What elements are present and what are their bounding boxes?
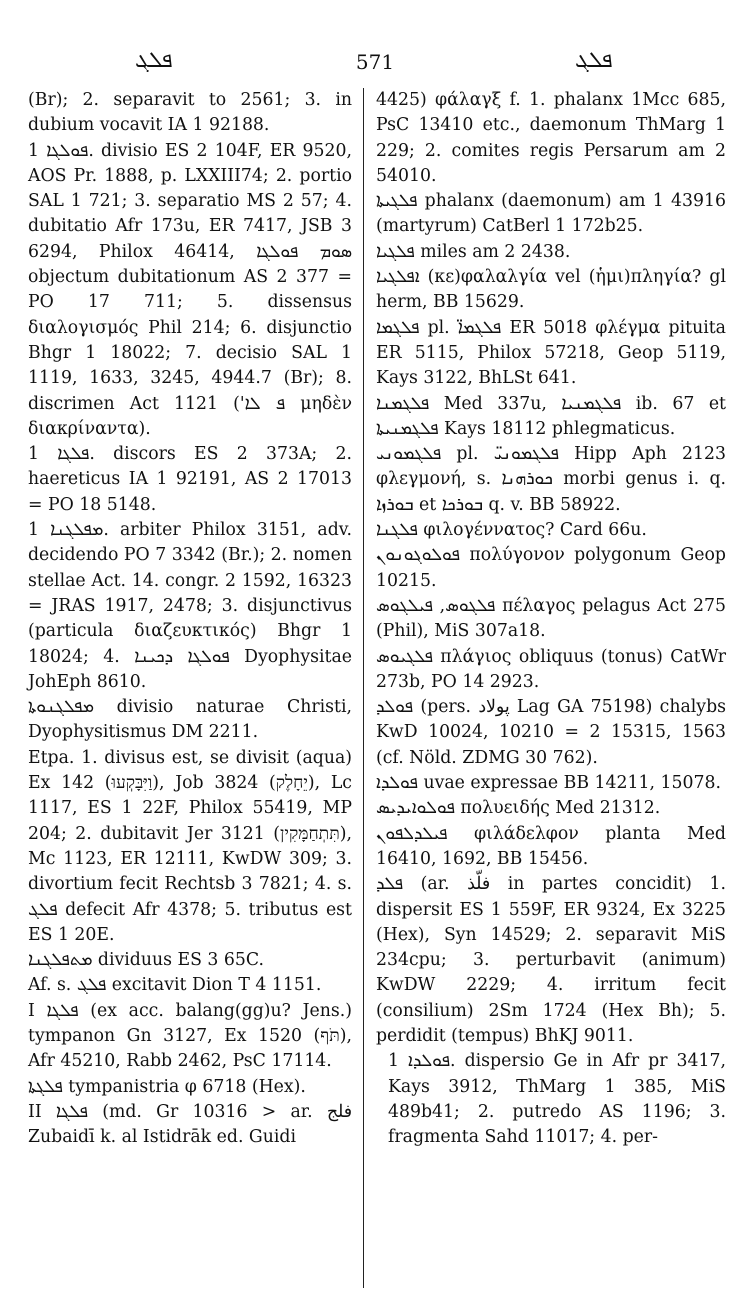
entry: Af. s. ܦܠܓ excitavit Dion T 4 1151. [28, 975, 322, 996]
entry: ܦܠܓܐ 1. discors ES 2 373A; 2. haereticus IA 1 92191, AS 2 17013 = PO 18 5148. [28, 444, 352, 515]
entry: ܦܠܓܝܬܐ phalanx (daemonum) am 1 43916 (martyrum) CatBerl 1 172b25. [376, 191, 726, 237]
entry: ܦܠܓܝܐ miles am 2 2438. [376, 241, 571, 262]
entry: ܡܦܠܓܢܐ 1. arbiter Philox 3151, adv. decidendo PO 7 3342 (Br.); 2. nomen stellae Act. 14. congr. 2 1592, 16323 = JRAS 1917, 2478; 3. disjunctivus (particula διαζευκτικός) Bhgr 1 18024; 4. ܦܘܠܓܐ ܕܟܝܢܐ Dyophysitae JohEph 8610. [28, 520, 353, 692]
entry: ܦܠܓܡܢܐ Med 337u, ܦܠܓܡܢܝܐ ib. 67 et ܦܠܓܡܢܝܬܐ Kays 18112 phlegmaticus. [376, 393, 726, 439]
entry: ܦܠܓܡܘܢܝ pl. ܦܠܓܡܘܢܝ̈ Hipp Aph 2123 φλεγμονή, s. ܟܘܪܗܢܐ morbi genus i. q. ܒܘܪܙܐ et ܒܘܪܟܐ q. v. BB 58922. [376, 444, 727, 515]
page-header [0, 48, 750, 78]
entry: ܦܠܕ (ar. فلّذ in partes concidit) 1. dispersit ES 1 559F, ER 9324, Ex 3225 (Hex), Syn 14529; 2. separavit MiS 234cpu; 3. perturbavit (animum) KwDW 2229; 4. irritum fecit (consilium) 2Sm 1724 (Hex Bh); 5. perdidit (tempus) BhKJ 9011. [376, 874, 726, 1046]
page-number: 571 [355, 50, 395, 74]
entry: ܦܘܠܕܐ 1. dispersio Ge in Afr pr 3417, Kays 3912, ThMarg 1 385, MiS 489b41; 2. putredo AS 1196; 3. fragmenta Sahd 11017; 4. per- [388, 1051, 727, 1148]
entry: ܦܠܓܘܣ, ܦܝܠܓܘܣ πέλαγος pelagus Act 275 (Phil), MiS 307a18. [376, 595, 726, 642]
left-column [28, 88, 352, 1150]
entry: ܦܠܓܬܐ tympanistria φ 6718 (Hex). [28, 1076, 306, 1097]
entry: ܦܘܠܘܓܘܢܘܢ πολύγονον polygonum Geop 10215. [376, 545, 726, 591]
entry: ܦܠܓܢܐ φιλογέννατος? Card 66u. [376, 520, 647, 541]
entry: ܦܘܠܓܐ 1. divisio ES 2 104F, ER 9520, AOS Pr. 1888, p. LXXIII74; 2. portio SAL 1 721; 3. separatio MS 2 57; 4. dubitatio Afr 173u, ER 7417, JSB 3 6294, Philox 46414, ܣܘܡ ܦܘܠܓܐ objectum dubitationum AS 2 377 = PO 17 711; 5. dissensus διαλογισμός Phil 214; 6. disjunctio Bhgr 1 18022; 7. decisio SAL 1 1119, 1633, 3245, 4944.7 (Br); 8. discrimen Act 1121 ('ܦ ܠܐ μηδὲν διακρίναντα). [28, 140, 353, 439]
entry: ܦܘܠܕ (pers. پولاد Lag GA 75198) chalybs KwD 10024, 10210 = 2 15315, 1563 (cf. Nöld. ZDMG 30 762). [376, 697, 726, 768]
entry: (Br); 2. separavit to 2561; 3. in dubium vocavit IA 1 92188. [28, 90, 352, 136]
entry: II ܦܠܓܐ (md. Gr 10316 > ar. فلج Zubaidī k. al Istidrāk ed. Guidi [28, 1101, 352, 1148]
header-left-word: ܦܠܓ [135, 48, 173, 73]
entry: ܦܘܠܕܐ uvae expressae BB 14211, 15078. [376, 773, 721, 794]
entry: ܡܬܦܠܓܢܐ dividuus ES 3 65C. [28, 950, 265, 971]
entry: Etpa. 1. divisus est, se divisit (aqua) Ex 142 (וַיִּבָּקְעוּ), Job 3824 (יֵחָלֶק), Lc 1117, ES 1 22F, Philox 55419, MP 204; 2. dubitavit Jer 3121 (תִּתְחַמָּקִין), Mc 1123, ER 12111, KwDW 309; 3. divortium fecit Rechtsb 3 7821; 4. s. ܦܠܓ defecit Afr 4378; 5. tributus est ES 1 20E. [28, 747, 352, 945]
column-divider [363, 88, 364, 1288]
entry: 4425) φάλαγξ f. 1. phalanx 1Mcc 685, PsC 13410 etc., daemonum ThMarg 1 229; 2. comites regis Persarum am 2 54010. [376, 90, 726, 186]
entry: ܦܝܠܕܠܦܘܢ φιλάδελφον planta Med 16410, 1692, BB 15456. [376, 823, 726, 869]
entry: ܦܠܓܝܘܣ πλάγιος obliquus (tonus) CatWr 273b, PO 14 2923. [376, 646, 726, 692]
entry: I ܦܠܓܐ (ex acc. balang(gg)u? Jens.) tympanon Gn 3127, Ex 1520 (תֹּף), Afr 45210, Rabb 2462, PsC 17114. [28, 1000, 352, 1072]
right-column [376, 88, 726, 1150]
entry: ܦܘܠܘܐܝܕܝܣ πολυειδής Med 21312. [376, 798, 661, 819]
entry: ܦܠܓܡܐ pl. ܦܠܓܡܐ̈ ER 5018 φλέγμα pituita ER 5115, Philox 57218, Geop 5119, Kays 3122, BhLSt 641. [376, 317, 726, 389]
entry: ܐܦܠܓܝܐ (κε)φαλαλγία vel (ἡμι)πληγία? gl herm, BB 15629. [376, 267, 726, 313]
header-right-word: ܦܠܓ [575, 48, 613, 73]
entry: ܡܦܠܓܢܘܬܐ divisio naturae Christi, Dyophysitismus DM 2211. [28, 697, 352, 743]
